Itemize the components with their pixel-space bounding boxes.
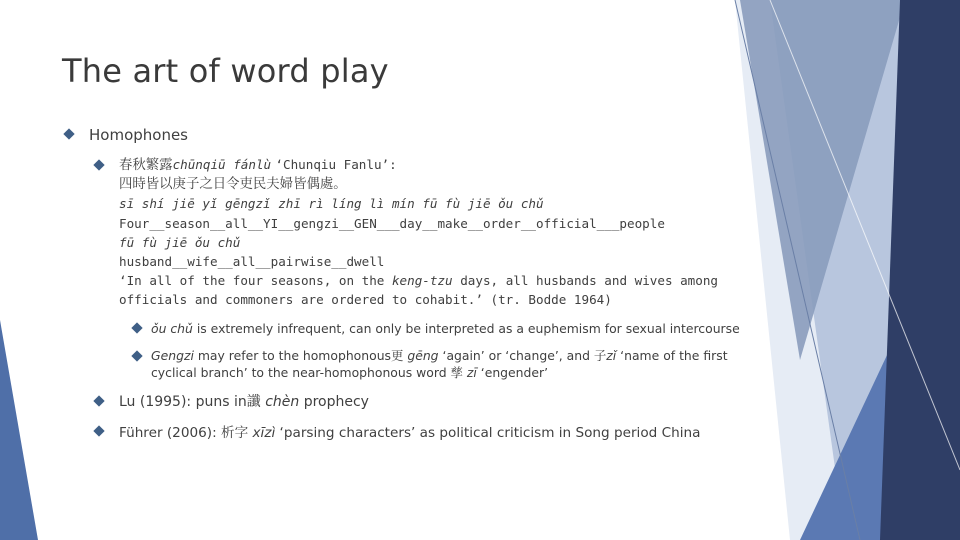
translation-part-b: days, all husbands and wives among xyxy=(452,273,719,289)
gengzi-line2-a: cyclical branch’ to the near-homophonous word xyxy=(151,365,451,380)
chinese-quote: 四時皆以庚子之日令吏民夫婦皆偶處。 xyxy=(119,177,347,193)
geng-hanzi: 更 xyxy=(391,348,404,363)
gengzi-line2-b: ‘engender’ xyxy=(476,365,549,380)
zi2-hanzi: 孳 xyxy=(450,365,463,380)
chunqiu-heading-line xyxy=(119,155,718,175)
diamond-bullet-icon xyxy=(94,426,104,436)
translation-line-1 xyxy=(119,271,718,290)
diamond-bullet-icon xyxy=(132,351,142,361)
gengzi-note-line-2 xyxy=(151,364,728,381)
gengzi-note xyxy=(151,347,728,381)
chunqiu-pinyin: chūnqiū fánlù xyxy=(172,157,272,172)
fuhrer-text-a: Führer (2006): xyxy=(119,425,221,441)
gengzi-text-2: ‘again’ or ‘change’, and xyxy=(438,348,594,363)
translation-keng-tzu: keng-tzu xyxy=(391,273,453,289)
zi-pinyin: zǐ xyxy=(606,348,617,363)
ouchu-text: is extremely infrequent, can only be interpreted as a euphemism for sexual intercourse xyxy=(192,321,740,336)
pinyin-line-1: sī shí jiē yǐ gēngzǐ zhī rì líng lì mín fū fù jiē ǒu chǔ xyxy=(119,196,544,212)
homophones-heading: Homophones xyxy=(89,126,189,144)
translation-line-2: officials and commoners are ordered to cohabit.’ (tr. Bodde 1964) xyxy=(119,292,612,308)
gengzi-text-3: ‘name of the first xyxy=(616,348,728,363)
diamond-bullet-icon xyxy=(64,129,74,139)
gengzi-text-1: may refer to the homophonous xyxy=(193,348,392,363)
translation-part-a: ‘In all of the four seasons, on the xyxy=(119,273,392,289)
gloss-line-2: husband__wife__all__pairwise__dwell xyxy=(119,254,385,270)
lu-text-b: prophecy xyxy=(299,394,369,410)
chunqiu-label: ‘Chunqiu Fanlu’: xyxy=(275,157,397,172)
fuhrer-hanzi: 析字 xyxy=(220,425,249,441)
fuhrer-pinyin: xīzì xyxy=(248,425,276,441)
lu-pinyin: chèn xyxy=(260,394,300,410)
chunqiu-hanzi: 春秋繁露 xyxy=(119,158,173,173)
left-deco-triangle xyxy=(0,320,38,540)
diamond-bullet-icon xyxy=(94,160,104,170)
ouchu-note xyxy=(151,320,740,337)
fuhrer-item xyxy=(119,421,700,441)
slide-title: The art of word play xyxy=(62,52,389,90)
lu-hanzi: 讖 xyxy=(246,394,261,410)
diamond-bullet-icon xyxy=(94,396,104,406)
gloss-line-1: Four__season__all__YI__gengzi__GEN___day__make__order__official___people xyxy=(119,215,665,231)
gengzi-note-line-1 xyxy=(151,347,728,364)
geng-pinyin: gēng xyxy=(403,348,439,363)
pinyin-line-2: fū fù jiē ǒu chǔ xyxy=(119,234,241,250)
lu-item xyxy=(119,391,369,411)
lu-text-a: Lu (1995): puns in xyxy=(119,394,247,410)
gengzi-term: Gengzi xyxy=(151,348,194,363)
diamond-bullet-icon xyxy=(132,323,142,333)
zi-hanzi: 子 xyxy=(593,348,607,363)
zi2-pinyin: zī xyxy=(462,365,477,380)
fuhrer-text-b: ‘parsing characters’ as political criticism in Song period China xyxy=(275,425,701,441)
ouchu-term: ǒu chǔ xyxy=(151,321,193,336)
chunqiu-block xyxy=(119,155,718,310)
